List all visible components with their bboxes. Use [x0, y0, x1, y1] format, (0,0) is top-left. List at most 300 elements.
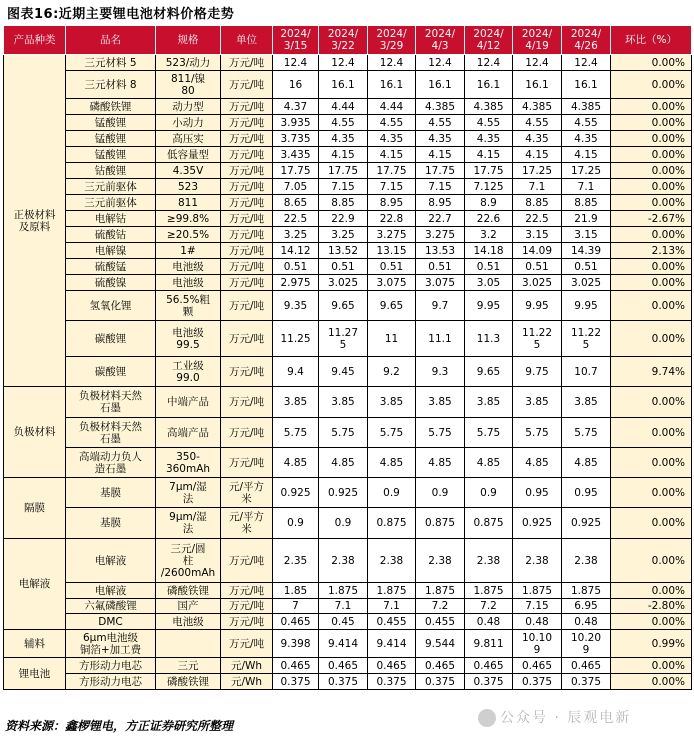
price-cell: 4.35: [465, 131, 513, 147]
price-cell: 22.8: [368, 211, 416, 227]
price-cell: 4.55: [416, 115, 465, 131]
price-cell: 12.4: [273, 55, 319, 71]
table-header: [4, 26, 692, 55]
unit-cell: 万元/吨: [221, 227, 273, 243]
spec-cell: 电池级: [156, 614, 221, 630]
change-cell: 0.00%: [611, 163, 692, 179]
price-cell: 7.125: [465, 179, 513, 195]
price-cell: 3.025: [319, 275, 368, 291]
price-cell: 4.44: [319, 99, 368, 115]
price-cell: 4.385: [416, 99, 465, 115]
header-cell: 环比（%）: [611, 26, 692, 55]
price-cell: 4.55: [562, 115, 611, 131]
unit-cell: 元/Wh: [221, 658, 273, 674]
product-name-cell: 锰酸锂: [66, 115, 156, 131]
table-row: [4, 147, 692, 163]
change-cell: 2.13%: [611, 243, 692, 259]
price-cell: 1.875: [319, 583, 368, 599]
table-row: [4, 291, 692, 321]
price-cell: 12.4: [319, 55, 368, 71]
price-cell: 9.35: [273, 291, 319, 321]
price-cell: 4.35: [368, 131, 416, 147]
price-cell: 8.65: [273, 195, 319, 211]
change-cell: 0.00%: [611, 321, 692, 357]
price-cell: 5.75: [273, 418, 319, 448]
unit-cell: 万元/吨: [221, 179, 273, 195]
unit-cell: 万元/吨: [221, 55, 273, 71]
price-cell: 3.05: [465, 275, 513, 291]
price-cell: 4.85: [273, 448, 319, 478]
change-cell: 0.00%: [611, 658, 692, 674]
price-cell: 4.35: [319, 131, 368, 147]
price-cell: 16.1: [368, 71, 416, 99]
spec-cell: 811: [156, 195, 221, 211]
header-cell: 2024/ 4/12: [465, 26, 513, 55]
price-cell: 0.375: [416, 674, 465, 690]
price-cell: 13.53: [416, 243, 465, 259]
price-cell: 14.09: [513, 243, 562, 259]
price-cell: 5.75: [513, 418, 562, 448]
price-cell: 9.75: [513, 357, 562, 387]
change-cell: 0.00%: [611, 179, 692, 195]
price-cell: 7.2: [416, 599, 465, 614]
product-name-cell: 氢氧化锂: [66, 291, 156, 321]
price-cell: 0.465: [319, 658, 368, 674]
price-cell: 4.55: [465, 115, 513, 131]
price-cell: 0.375: [562, 674, 611, 690]
change-cell: 0.00%: [611, 387, 692, 418]
price-cell: 3.275: [416, 227, 465, 243]
table-row: [4, 357, 692, 387]
change-cell: 0.00%: [611, 131, 692, 147]
price-cell: 4.15: [319, 147, 368, 163]
price-cell: 8.95: [416, 195, 465, 211]
price-cell: 4.35: [416, 131, 465, 147]
price-cell: 8.9: [465, 195, 513, 211]
product-name-cell: 磷酸铁锂: [66, 99, 156, 115]
price-cell: 0.51: [465, 259, 513, 275]
price-cell: 7.1: [368, 599, 416, 614]
spec-cell: 811/镍 80: [156, 71, 221, 99]
unit-cell: 万元/吨: [221, 291, 273, 321]
spec-cell: 7μm/湿 法: [156, 478, 221, 508]
price-cell: 8.85: [562, 195, 611, 211]
price-cell: 0.45: [319, 614, 368, 630]
price-cell: 11.22 5: [562, 321, 611, 357]
price-cell: 1.85: [273, 583, 319, 599]
price-cell: 4.85: [513, 448, 562, 478]
price-cell: 7.15: [416, 179, 465, 195]
unit-cell: 万元/吨: [221, 630, 273, 658]
product-name-cell: 硫酸锰: [66, 259, 156, 275]
price-cell: 0.925: [562, 508, 611, 539]
price-cell: 0.51: [416, 259, 465, 275]
figure-title: 图表16:近期主要锂电池材料价格走势: [7, 7, 235, 22]
price-cell: 4.85: [465, 448, 513, 478]
spec-cell: 1#: [156, 243, 221, 259]
price-cell: 22.6: [465, 211, 513, 227]
unit-cell: 万元/吨: [221, 539, 273, 583]
spec-cell: 350- 360mAh: [156, 448, 221, 478]
price-cell: 7.1: [319, 599, 368, 614]
price-cell: 13.52: [319, 243, 368, 259]
unit-cell: 万元/吨: [221, 275, 273, 291]
price-cell: 0.51: [273, 259, 319, 275]
price-cell: 14.12: [273, 243, 319, 259]
price-cell: 9.2: [368, 357, 416, 387]
price-cell: 11.1: [416, 321, 465, 357]
price-cell: 11.22 5: [513, 321, 562, 357]
price-cell: 5.75: [416, 418, 465, 448]
product-name-cell: 锰酸锂: [66, 147, 156, 163]
unit-cell: 万元/吨: [221, 583, 273, 599]
table-body: [4, 55, 692, 690]
table-row: [4, 131, 692, 147]
price-cell: 3.735: [273, 131, 319, 147]
spec-cell: 工业级 99.0: [156, 357, 221, 387]
price-cell: 0.51: [562, 259, 611, 275]
price-cell: 22.5: [273, 211, 319, 227]
price-cell: 0.9: [416, 478, 465, 508]
price-cell: 0.875: [368, 508, 416, 539]
price-cell: 2.38: [562, 539, 611, 583]
price-cell: 10.20 9: [562, 630, 611, 658]
price-cell: 3.075: [368, 275, 416, 291]
price-cell: 5.75: [465, 418, 513, 448]
unit-cell: 万元/吨: [221, 195, 273, 211]
price-cell: 10.10 9: [513, 630, 562, 658]
price-cell: 3.935: [273, 115, 319, 131]
unit-cell: 万元/吨: [221, 243, 273, 259]
table-row: [4, 55, 692, 71]
unit-cell: 万元/吨: [221, 259, 273, 275]
table-row: [4, 478, 692, 508]
header-cell: 产品种类: [4, 26, 66, 55]
table-row: [4, 674, 692, 690]
price-cell: 17.75: [465, 163, 513, 179]
table-row: [4, 658, 692, 674]
table-row: [4, 71, 692, 99]
category-cell: 隔膜: [4, 478, 66, 539]
price-cell: 0.375: [513, 674, 562, 690]
header-cell: 2024/ 3/15: [273, 26, 319, 55]
product-name-cell: 方形动力电芯: [66, 658, 156, 674]
price-cell: 0.465: [273, 614, 319, 630]
header-row: [4, 26, 692, 55]
header-cell: 2024/ 4/26: [562, 26, 611, 55]
unit-cell: 万元/吨: [221, 147, 273, 163]
table-row: [4, 539, 692, 583]
price-cell: 5.75: [319, 418, 368, 448]
product-name-cell: DMC: [66, 614, 156, 630]
price-cell: 0.375: [465, 674, 513, 690]
unit-cell: 万元/吨: [221, 71, 273, 99]
price-cell: 1.875: [368, 583, 416, 599]
price-cell: 4.35: [562, 131, 611, 147]
price-cell: 9.414: [368, 630, 416, 658]
change-cell: 0.00%: [611, 583, 692, 599]
price-cell: 0.465: [273, 658, 319, 674]
price-cell: 11.3: [465, 321, 513, 357]
price-cell: 2.38: [368, 539, 416, 583]
change-cell: 0.00%: [611, 508, 692, 539]
price-cell: 0.875: [465, 508, 513, 539]
change-cell: 0.00%: [611, 418, 692, 448]
price-cell: 0.9: [273, 508, 319, 539]
price-cell: 9.65: [319, 291, 368, 321]
price-cell: 0.465: [465, 658, 513, 674]
header-cell: 2024/ 4/19: [513, 26, 562, 55]
header-cell: 2024/ 3/29: [368, 26, 416, 55]
table-row: [4, 211, 692, 227]
price-cell: 5.75: [368, 418, 416, 448]
spec-cell: 国产: [156, 599, 221, 614]
change-cell: 9.74%: [611, 357, 692, 387]
change-cell: 0.00%: [611, 259, 692, 275]
change-cell: -2.80%: [611, 599, 692, 614]
price-cell: 10.7: [562, 357, 611, 387]
price-cell: 3.15: [562, 227, 611, 243]
price-cell: 3.85: [416, 387, 465, 418]
price-cell: 3.275: [368, 227, 416, 243]
table-row: [4, 630, 692, 658]
price-cell: 3.075: [416, 275, 465, 291]
unit-cell: 万元/吨: [221, 599, 273, 614]
change-cell: 0.00%: [611, 115, 692, 131]
unit-cell: 万元/吨: [221, 115, 273, 131]
table-row: [4, 99, 692, 115]
change-cell: 0.00%: [611, 478, 692, 508]
unit-cell: 万元/吨: [221, 99, 273, 115]
product-name-cell: 硫酸镍: [66, 275, 156, 291]
price-cell: 2.975: [273, 275, 319, 291]
price-table: [3, 25, 692, 690]
spec-cell: 高压实: [156, 131, 221, 147]
table-row: [4, 275, 692, 291]
price-cell: 1.875: [416, 583, 465, 599]
price-cell: 0.9: [319, 508, 368, 539]
wechat-icon: [478, 709, 496, 727]
unit-cell: 万元/吨: [221, 131, 273, 147]
price-cell: 3.85: [465, 387, 513, 418]
header-cell: 2024/ 4/3: [416, 26, 465, 55]
spec-cell: 电池级 99.5: [156, 321, 221, 357]
price-cell: 7.15: [513, 599, 562, 614]
price-cell: 0.48: [513, 614, 562, 630]
category-cell: 正极材料 及原料: [4, 55, 66, 387]
unit-cell: 万元/吨: [221, 387, 273, 418]
unit-cell: 万元/吨: [221, 614, 273, 630]
unit-cell: 万元/吨: [221, 321, 273, 357]
product-name-cell: 负极材料天然 石墨: [66, 387, 156, 418]
price-cell: 0.375: [319, 674, 368, 690]
price-cell: 4.85: [416, 448, 465, 478]
spec-cell: ≥99.8%: [156, 211, 221, 227]
price-cell: 0.95: [562, 478, 611, 508]
change-cell: 0.99%: [611, 630, 692, 658]
price-cell: 0.465: [513, 658, 562, 674]
price-cell: 4.15: [416, 147, 465, 163]
table-row: [4, 227, 692, 243]
product-name-cell: 高端动力负人 造石墨: [66, 448, 156, 478]
price-cell: 14.39: [562, 243, 611, 259]
price-cell: 3.2: [465, 227, 513, 243]
product-name-cell: 六氟磷酸锂: [66, 599, 156, 614]
header-cell: 规格: [156, 26, 221, 55]
price-cell: 7.2: [465, 599, 513, 614]
watermark-text: 公众号 · 辰观电新: [500, 710, 632, 726]
product-name-cell: 基膜: [66, 508, 156, 539]
price-cell: 4.15: [368, 147, 416, 163]
price-cell: 9.7: [416, 291, 465, 321]
price-cell: 21.9: [562, 211, 611, 227]
table-row: [4, 321, 692, 357]
price-cell: 0.925: [513, 508, 562, 539]
price-cell: 9.398: [273, 630, 319, 658]
table-row: [4, 448, 692, 478]
change-cell: 0.00%: [611, 99, 692, 115]
price-cell: 0.9: [465, 478, 513, 508]
price-cell: 12.4: [368, 55, 416, 71]
spec-cell: 高端产品: [156, 418, 221, 448]
price-cell: 9.544: [416, 630, 465, 658]
table-row: [4, 163, 692, 179]
price-cell: 4.385: [465, 99, 513, 115]
unit-cell: 元/Wh: [221, 674, 273, 690]
price-cell: 3.85: [273, 387, 319, 418]
price-cell: 16.1: [465, 71, 513, 99]
unit-cell: 万元/吨: [221, 211, 273, 227]
product-name-cell: 6μm电池级 铜箔+加工费: [66, 630, 156, 658]
price-cell: 4.44: [368, 99, 416, 115]
price-cell: 4.15: [465, 147, 513, 163]
product-name-cell: 钴酸锂: [66, 163, 156, 179]
price-cell: 3.85: [319, 387, 368, 418]
price-cell: 7.1: [562, 179, 611, 195]
price-cell: 11.25: [273, 321, 319, 357]
price-cell: 8.85: [319, 195, 368, 211]
price-cell: 9.3: [416, 357, 465, 387]
table-row: [4, 115, 692, 131]
price-cell: 4.37: [273, 99, 319, 115]
product-name-cell: 碳酸锂: [66, 321, 156, 357]
price-cell: 4.55: [513, 115, 562, 131]
price-cell: 4.385: [562, 99, 611, 115]
price-cell: 3.025: [513, 275, 562, 291]
price-cell: 9.414: [319, 630, 368, 658]
table-row: [4, 508, 692, 539]
product-name-cell: 负极材料天然 石墨: [66, 418, 156, 448]
product-name-cell: 三元前驱体: [66, 179, 156, 195]
price-cell: 5.75: [562, 418, 611, 448]
spec-cell: 低容量型: [156, 147, 221, 163]
price-cell: 0.375: [368, 674, 416, 690]
spec-cell: 磷酸铁锂: [156, 583, 221, 599]
price-cell: 7.05: [273, 179, 319, 195]
price-cell: 0.375: [273, 674, 319, 690]
price-cell: 17.75: [416, 163, 465, 179]
spec-cell: 电池级: [156, 275, 221, 291]
price-cell: 4.85: [368, 448, 416, 478]
price-cell: 9.65: [465, 357, 513, 387]
table-row: [4, 614, 692, 630]
product-name-cell: 电解钴: [66, 211, 156, 227]
spec-cell: 三元/圆 柱 /2600mAh: [156, 539, 221, 583]
table-row: [4, 387, 692, 418]
spec-cell: [156, 630, 221, 658]
unit-cell: 元/平方 米: [221, 508, 273, 539]
price-cell: 11: [368, 321, 416, 357]
change-cell: 0.00%: [611, 539, 692, 583]
price-cell: 3.85: [368, 387, 416, 418]
price-cell: 0.925: [273, 478, 319, 508]
price-cell: 12.4: [465, 55, 513, 71]
price-cell: 22.5: [513, 211, 562, 227]
price-cell: 0.51: [513, 259, 562, 275]
spec-cell: 56.5%粗 颗: [156, 291, 221, 321]
spec-cell: 9μm/湿 法: [156, 508, 221, 539]
price-cell: 12.4: [562, 55, 611, 71]
price-cell: 4.385: [513, 99, 562, 115]
price-cell: 12.4: [513, 55, 562, 71]
price-cell: 3.15: [513, 227, 562, 243]
unit-cell: 万元/吨: [221, 163, 273, 179]
price-cell: 22.9: [319, 211, 368, 227]
price-cell: 16.1: [416, 71, 465, 99]
price-cell: 17.75: [273, 163, 319, 179]
price-cell: 8.95: [368, 195, 416, 211]
price-cell: 0.48: [465, 614, 513, 630]
change-cell: 0.00%: [611, 195, 692, 211]
price-cell: 6.95: [562, 599, 611, 614]
price-cell: 7: [273, 599, 319, 614]
table-row: [4, 418, 692, 448]
spec-cell: 4.35V: [156, 163, 221, 179]
spec-cell: 三元: [156, 658, 221, 674]
product-name-cell: 三元材料 5: [66, 55, 156, 71]
product-name-cell: 方形动力电芯: [66, 674, 156, 690]
price-cell: 4.85: [319, 448, 368, 478]
product-name-cell: 硫酸钴: [66, 227, 156, 243]
price-cell: 4.15: [513, 147, 562, 163]
price-cell: 3.85: [513, 387, 562, 418]
table-row: [4, 259, 692, 275]
change-cell: 0.00%: [611, 448, 692, 478]
price-cell: 8.85: [513, 195, 562, 211]
price-cell: 4.85: [562, 448, 611, 478]
change-cell: -2.67%: [611, 211, 692, 227]
table-row: [4, 195, 692, 211]
price-cell: 17.75: [319, 163, 368, 179]
spec-cell: ≥20.5%: [156, 227, 221, 243]
spec-cell: 523/动力: [156, 55, 221, 71]
spec-cell: 小动力: [156, 115, 221, 131]
price-cell: 3.85: [562, 387, 611, 418]
spec-cell: 磷酸铁锂: [156, 674, 221, 690]
price-cell: 0.95: [513, 478, 562, 508]
source-note: 资料来源：鑫椤锂电，方正证券研究所整理: [5, 719, 234, 733]
price-cell: 14.18: [465, 243, 513, 259]
category-cell: 辅料: [4, 630, 66, 658]
product-name-cell: 基膜: [66, 478, 156, 508]
price-cell: 3.025: [562, 275, 611, 291]
price-cell: 12.4: [416, 55, 465, 71]
price-cell: 0.48: [562, 614, 611, 630]
change-cell: 0.00%: [611, 674, 692, 690]
change-cell: 0.00%: [611, 275, 692, 291]
price-cell: 22.7: [416, 211, 465, 227]
price-cell: 7.15: [368, 179, 416, 195]
